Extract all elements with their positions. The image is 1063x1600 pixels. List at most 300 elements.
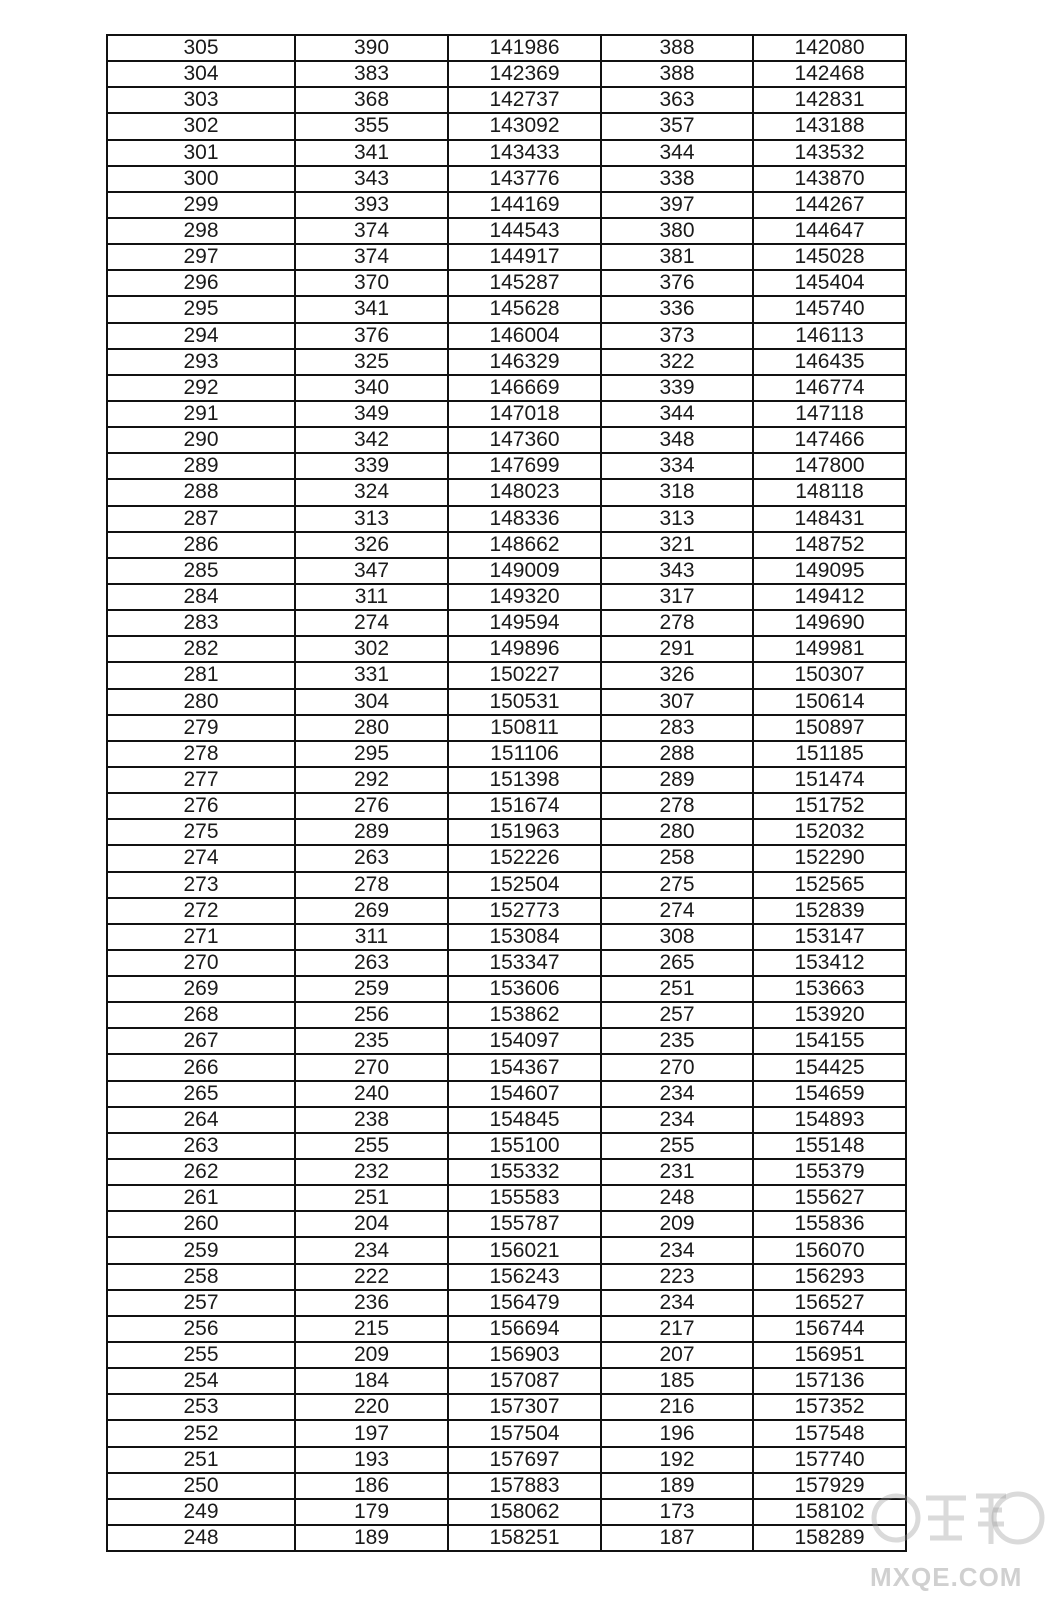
- table-cell: 152032: [753, 819, 906, 845]
- table-cell: 343: [295, 166, 448, 192]
- table-cell: 298: [107, 218, 295, 244]
- table-cell: 142080: [753, 35, 906, 61]
- table-row: [107, 1002, 906, 1028]
- table-cell: 149412: [753, 584, 906, 610]
- table-body: [107, 35, 906, 1551]
- table-cell: 186: [295, 1473, 448, 1499]
- table-row: [107, 793, 906, 819]
- table-cell: 305: [107, 35, 295, 61]
- table-cell: 145740: [753, 296, 906, 322]
- table-cell: 184: [295, 1368, 448, 1394]
- table-cell: 156744: [753, 1316, 906, 1342]
- table-cell: 234: [601, 1290, 753, 1316]
- table-cell: 157352: [753, 1394, 906, 1420]
- table-cell: 173: [601, 1499, 753, 1525]
- table-row: [107, 479, 906, 505]
- table-cell: 153606: [448, 976, 601, 1002]
- table-cell: 289: [107, 453, 295, 479]
- table-cell: 157548: [753, 1420, 906, 1446]
- table-cell: 261: [107, 1185, 295, 1211]
- table-cell: 234: [601, 1237, 753, 1263]
- table-cell: 153084: [448, 924, 601, 950]
- table-cell: 265: [107, 1081, 295, 1107]
- table-cell: 148118: [753, 479, 906, 505]
- table-row: [107, 323, 906, 349]
- table-cell: 146774: [753, 375, 906, 401]
- table-cell: 363: [601, 87, 753, 113]
- table-cell: 156951: [753, 1342, 906, 1368]
- table-cell: 207: [601, 1342, 753, 1368]
- table-cell: 189: [601, 1473, 753, 1499]
- table-cell: 147360: [448, 427, 601, 453]
- table-cell: 278: [107, 741, 295, 767]
- table-cell: 283: [601, 715, 753, 741]
- table-cell: 317: [601, 584, 753, 610]
- table-cell: 148752: [753, 532, 906, 558]
- table-cell: 158251: [448, 1525, 601, 1551]
- table-row: [107, 1081, 906, 1107]
- table-cell: 158102: [753, 1499, 906, 1525]
- table-cell: 216: [601, 1394, 753, 1420]
- table-cell: 149981: [753, 636, 906, 662]
- table-cell: 269: [295, 898, 448, 924]
- table-cell: 272: [107, 898, 295, 924]
- table-cell: 338: [601, 166, 753, 192]
- table-cell: 397: [601, 192, 753, 218]
- table-cell: 156021: [448, 1237, 601, 1263]
- table-cell: 149320: [448, 584, 601, 610]
- table-cell: 390: [295, 35, 448, 61]
- table-cell: 269: [107, 976, 295, 1002]
- table-cell: 209: [295, 1342, 448, 1368]
- table-cell: 280: [601, 819, 753, 845]
- table-cell: 276: [295, 793, 448, 819]
- table-cell: 143092: [448, 113, 601, 139]
- table-cell: 150531: [448, 689, 601, 715]
- table-cell: 374: [295, 218, 448, 244]
- table-cell: 293: [107, 349, 295, 375]
- table-cell: 220: [295, 1394, 448, 1420]
- table-cell: 388: [601, 61, 753, 87]
- table-cell: 307: [601, 689, 753, 715]
- table-cell: 270: [295, 1054, 448, 1080]
- table-cell: 142831: [753, 87, 906, 113]
- table-row: [107, 1447, 906, 1473]
- table-cell: 339: [295, 453, 448, 479]
- table-cell: 154367: [448, 1054, 601, 1080]
- table-cell: 152565: [753, 872, 906, 898]
- table-cell: 153347: [448, 950, 601, 976]
- table-cell: 274: [295, 610, 448, 636]
- table-cell: 348: [601, 427, 753, 453]
- table-cell: 355: [295, 113, 448, 139]
- table-cell: 249: [107, 1499, 295, 1525]
- table-row: [107, 924, 906, 950]
- table-cell: 179: [295, 1499, 448, 1525]
- table-cell: 291: [107, 401, 295, 427]
- table-cell: 146435: [753, 349, 906, 375]
- table-row: [107, 689, 906, 715]
- table-row: [107, 1133, 906, 1159]
- table-cell: 145287: [448, 270, 601, 296]
- table-row: [107, 349, 906, 375]
- table-cell: 295: [107, 296, 295, 322]
- table-row: [107, 1211, 906, 1237]
- table-cell: 344: [601, 401, 753, 427]
- table-cell: 341: [295, 296, 448, 322]
- table-cell: 393: [295, 192, 448, 218]
- table-cell: 292: [295, 767, 448, 793]
- table-cell: 222: [295, 1264, 448, 1290]
- table-row: [107, 1473, 906, 1499]
- table-cell: 368: [295, 87, 448, 113]
- table-cell: 151398: [448, 767, 601, 793]
- table-cell: 158289: [753, 1525, 906, 1551]
- table-cell: 156479: [448, 1290, 601, 1316]
- table-cell: 209: [601, 1211, 753, 1237]
- table-cell: 273: [107, 872, 295, 898]
- table-row: [107, 1107, 906, 1133]
- table-cell: 296: [107, 270, 295, 296]
- table-cell: 235: [601, 1028, 753, 1054]
- table-cell: 156070: [753, 1237, 906, 1263]
- table-cell: 151474: [753, 767, 906, 793]
- table-cell: 144917: [448, 244, 601, 270]
- table-row: [107, 636, 906, 662]
- table-cell: 376: [295, 323, 448, 349]
- table-cell: 143532: [753, 140, 906, 166]
- table-cell: 231: [601, 1159, 753, 1185]
- table-cell: 157504: [448, 1420, 601, 1446]
- table-cell: 142369: [448, 61, 601, 87]
- table-cell: 141986: [448, 35, 601, 61]
- table-cell: 150227: [448, 662, 601, 688]
- table-cell: 325: [295, 349, 448, 375]
- table-cell: 331: [295, 662, 448, 688]
- table-row: [107, 1420, 906, 1446]
- table-cell: 302: [107, 113, 295, 139]
- table-cell: 236: [295, 1290, 448, 1316]
- table-cell: 279: [107, 715, 295, 741]
- table-cell: 149095: [753, 558, 906, 584]
- table-cell: 288: [107, 479, 295, 505]
- table-cell: 145628: [448, 296, 601, 322]
- table-cell: 295: [295, 741, 448, 767]
- table-cell: 290: [107, 427, 295, 453]
- table-cell: 142468: [753, 61, 906, 87]
- table-row: [107, 1054, 906, 1080]
- table-cell: 260: [107, 1211, 295, 1237]
- table-cell: 147800: [753, 453, 906, 479]
- table-cell: 340: [295, 375, 448, 401]
- table-row: [107, 244, 906, 270]
- table-cell: 383: [295, 61, 448, 87]
- table-cell: 145028: [753, 244, 906, 270]
- table-cell: 255: [295, 1133, 448, 1159]
- table-cell: 259: [295, 976, 448, 1002]
- table-cell: 271: [107, 924, 295, 950]
- table-cell: 157740: [753, 1447, 906, 1473]
- table-cell: 155787: [448, 1211, 601, 1237]
- table-cell: 155100: [448, 1133, 601, 1159]
- table-cell: 154893: [753, 1107, 906, 1133]
- table-cell: 156903: [448, 1342, 601, 1368]
- table-cell: 270: [107, 950, 295, 976]
- table-row: [107, 1499, 906, 1525]
- table-cell: 313: [295, 506, 448, 532]
- table-cell: 380: [601, 218, 753, 244]
- table-cell: 251: [107, 1447, 295, 1473]
- table-cell: 143433: [448, 140, 601, 166]
- table-row: [107, 1264, 906, 1290]
- table-cell: 250: [107, 1473, 295, 1499]
- table-cell: 276: [107, 793, 295, 819]
- table-cell: 253: [107, 1394, 295, 1420]
- table-cell: 282: [107, 636, 295, 662]
- table-cell: 153412: [753, 950, 906, 976]
- table-row: [107, 1028, 906, 1054]
- table-cell: 158062: [448, 1499, 601, 1525]
- table-cell: 148336: [448, 506, 601, 532]
- table-row: [107, 1185, 906, 1211]
- table-row: [107, 218, 906, 244]
- table-cell: 275: [107, 819, 295, 845]
- table-cell: 234: [601, 1107, 753, 1133]
- table-cell: 278: [601, 793, 753, 819]
- table-cell: 146669: [448, 375, 601, 401]
- table-cell: 274: [601, 898, 753, 924]
- table-cell: 303: [107, 87, 295, 113]
- table-cell: 185: [601, 1368, 753, 1394]
- table-cell: 234: [295, 1237, 448, 1263]
- table-cell: 147466: [753, 427, 906, 453]
- table-cell: 146329: [448, 349, 601, 375]
- table-cell: 304: [107, 61, 295, 87]
- table-cell: 263: [107, 1133, 295, 1159]
- table-row: [107, 1394, 906, 1420]
- table-cell: 289: [295, 819, 448, 845]
- score-distribution-table: [106, 34, 907, 1552]
- table-cell: 283: [107, 610, 295, 636]
- table-cell: 251: [295, 1185, 448, 1211]
- table-cell: 157136: [753, 1368, 906, 1394]
- table-row: [107, 584, 906, 610]
- table-cell: 258: [107, 1264, 295, 1290]
- table-cell: 347: [295, 558, 448, 584]
- table-cell: 373: [601, 323, 753, 349]
- table-cell: 143776: [448, 166, 601, 192]
- table-cell: 152839: [753, 898, 906, 924]
- table-cell: 156694: [448, 1316, 601, 1342]
- table-cell: 147118: [753, 401, 906, 427]
- table-cell: 322: [601, 349, 753, 375]
- table-cell: 156243: [448, 1264, 601, 1290]
- table-cell: 149896: [448, 636, 601, 662]
- table-cell: 144647: [753, 218, 906, 244]
- table-cell: 234: [601, 1081, 753, 1107]
- table-cell: 155627: [753, 1185, 906, 1211]
- table-row: [107, 113, 906, 139]
- table-cell: 150897: [753, 715, 906, 741]
- table-row: [107, 87, 906, 113]
- table-cell: 157307: [448, 1394, 601, 1420]
- table-cell: 147699: [448, 453, 601, 479]
- table-cell: 336: [601, 296, 753, 322]
- table-cell: 381: [601, 244, 753, 270]
- table-cell: 286: [107, 532, 295, 558]
- table-cell: 326: [295, 532, 448, 558]
- table-cell: 292: [107, 375, 295, 401]
- table-cell: 256: [107, 1316, 295, 1342]
- table-cell: 343: [601, 558, 753, 584]
- table-cell: 289: [601, 767, 753, 793]
- table-cell: 349: [295, 401, 448, 427]
- table-cell: 157697: [448, 1447, 601, 1473]
- table-cell: 280: [295, 715, 448, 741]
- table-cell: 154097: [448, 1028, 601, 1054]
- table-cell: 278: [601, 610, 753, 636]
- watermark-text: MXQE.COM: [870, 1562, 1023, 1592]
- table-cell: 266: [107, 1054, 295, 1080]
- table-cell: 153663: [753, 976, 906, 1002]
- table-cell: 238: [295, 1107, 448, 1133]
- table-cell: 291: [601, 636, 753, 662]
- table-cell: 251: [601, 976, 753, 1002]
- table-cell: 149594: [448, 610, 601, 636]
- table-cell: 270: [601, 1054, 753, 1080]
- table-cell: 146113: [753, 323, 906, 349]
- table-cell: 153147: [753, 924, 906, 950]
- table-cell: 265: [601, 950, 753, 976]
- table-cell: 149690: [753, 610, 906, 636]
- table-cell: 154425: [753, 1054, 906, 1080]
- table-cell: 148023: [448, 479, 601, 505]
- table-cell: 151752: [753, 793, 906, 819]
- table-cell: 156527: [753, 1290, 906, 1316]
- table-cell: 152504: [448, 872, 601, 898]
- table-cell: 215: [295, 1316, 448, 1342]
- table-cell: 311: [295, 584, 448, 610]
- table-cell: 157087: [448, 1368, 601, 1394]
- table-cell: 189: [295, 1525, 448, 1551]
- table-cell: 152226: [448, 845, 601, 871]
- table-row: [107, 741, 906, 767]
- table-row: [107, 610, 906, 636]
- table-cell: 142737: [448, 87, 601, 113]
- table-cell: 155379: [753, 1159, 906, 1185]
- table-cell: 154845: [448, 1107, 601, 1133]
- table-cell: 235: [295, 1028, 448, 1054]
- table-cell: 196: [601, 1420, 753, 1446]
- table-row: [107, 61, 906, 87]
- table-cell: 263: [295, 950, 448, 976]
- table-cell: 254: [107, 1368, 295, 1394]
- table-cell: 152290: [753, 845, 906, 871]
- table-row: [107, 192, 906, 218]
- table-row: [107, 1342, 906, 1368]
- table-row: [107, 270, 906, 296]
- table-cell: 154607: [448, 1081, 601, 1107]
- table-cell: 197: [295, 1420, 448, 1446]
- table-cell: 153862: [448, 1002, 601, 1028]
- table-cell: 154659: [753, 1081, 906, 1107]
- table-row: [107, 1525, 906, 1551]
- table-cell: 257: [107, 1290, 295, 1316]
- table-cell: 297: [107, 244, 295, 270]
- table-row: [107, 976, 906, 1002]
- table-cell: 151185: [753, 741, 906, 767]
- table-cell: 357: [601, 113, 753, 139]
- table-cell: 321: [601, 532, 753, 558]
- table-row: [107, 767, 906, 793]
- table-row: [107, 453, 906, 479]
- table-cell: 302: [295, 636, 448, 662]
- table-cell: 275: [601, 872, 753, 898]
- table-cell: 324: [295, 479, 448, 505]
- table-cell: 193: [295, 1447, 448, 1473]
- table-cell: 252: [107, 1420, 295, 1446]
- table-cell: 144543: [448, 218, 601, 244]
- table-cell: 255: [107, 1342, 295, 1368]
- table-row: [107, 375, 906, 401]
- table-row: [107, 950, 906, 976]
- table-cell: 334: [601, 453, 753, 479]
- table-row: [107, 1159, 906, 1185]
- table-row: [107, 1237, 906, 1263]
- table-cell: 277: [107, 767, 295, 793]
- table-cell: 339: [601, 375, 753, 401]
- table-row: [107, 1368, 906, 1394]
- table-cell: 156293: [753, 1264, 906, 1290]
- table-cell: 155332: [448, 1159, 601, 1185]
- table-cell: 152773: [448, 898, 601, 924]
- table-cell: 157883: [448, 1473, 601, 1499]
- table-row: [107, 872, 906, 898]
- table-cell: 155148: [753, 1133, 906, 1159]
- table-cell: 204: [295, 1211, 448, 1237]
- table-cell: 294: [107, 323, 295, 349]
- table-cell: 284: [107, 584, 295, 610]
- table-cell: 326: [601, 662, 753, 688]
- table-cell: 281: [107, 662, 295, 688]
- table-cell: 342: [295, 427, 448, 453]
- table-cell: 147018: [448, 401, 601, 427]
- table-cell: 259: [107, 1237, 295, 1263]
- table-cell: 232: [295, 1159, 448, 1185]
- table-cell: 150811: [448, 715, 601, 741]
- table-cell: 150307: [753, 662, 906, 688]
- table-cell: 287: [107, 506, 295, 532]
- table-row: [107, 898, 906, 924]
- table-cell: 187: [601, 1525, 753, 1551]
- table-cell: 267: [107, 1028, 295, 1054]
- table-cell: 278: [295, 872, 448, 898]
- table-cell: 311: [295, 924, 448, 950]
- table-cell: 301: [107, 140, 295, 166]
- table-cell: 257: [601, 1002, 753, 1028]
- table-row: [107, 427, 906, 453]
- table-cell: 344: [601, 140, 753, 166]
- table-cell: 157929: [753, 1473, 906, 1499]
- table-row: [107, 35, 906, 61]
- table-cell: 308: [601, 924, 753, 950]
- table-row: [107, 558, 906, 584]
- table-cell: 151106: [448, 741, 601, 767]
- table-cell: 262: [107, 1159, 295, 1185]
- table-cell: 240: [295, 1081, 448, 1107]
- table-cell: 223: [601, 1264, 753, 1290]
- table-cell: 376: [601, 270, 753, 296]
